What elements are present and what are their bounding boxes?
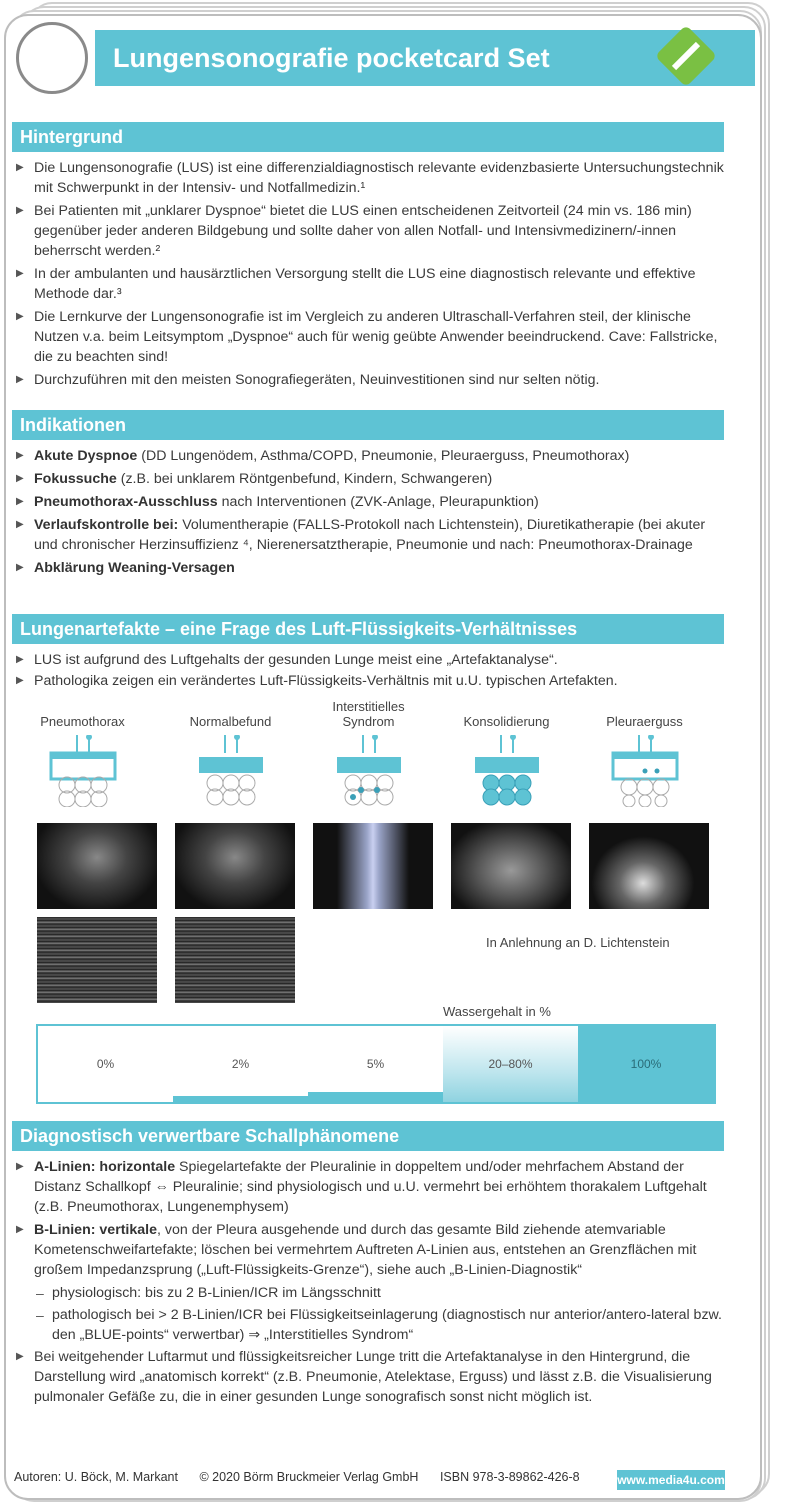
pleura-schema-icon <box>191 735 271 807</box>
ultrasound-image-normalbefund <box>175 823 295 909</box>
list-item <box>12 558 724 578</box>
column-interstitielles-syndrom <box>306 695 431 807</box>
section-schallphaenomene <box>12 1121 724 1410</box>
item-text: , von der Pleura ausgehende und durch das gesamte Bild ziehende atemvariable Kometenschweifartefakte; löschen bei vermehrtem Auftreten A-Linien aus, entstehen an Grenzflächen mit großem Impedanzsprung („Luft-Flüssigkeits-Grenze“), siehe auch „B-Linien-Diagnostik“ <box>34 1222 697 1278</box>
water-level-label: 2% <box>231 1057 250 1071</box>
page-title: Lungensonografie pocketcard Set <box>113 43 550 73</box>
section-title: Hintergrund <box>12 122 724 152</box>
mmode-image-normalbefund <box>175 917 295 1003</box>
item-text: Volumentherapie (FALLS-Protokoll nach Lichtenstein), Diuretikatherapie (bei akuter und chronischer Herzinsuffizienz ⁴, Nierenersatztherapie, Pneumonie und nach: Pneumothorax-Drainage <box>34 517 706 553</box>
item-bold: Fokussuche <box>34 471 117 487</box>
column-pneumothorax <box>20 695 145 807</box>
section-hintergrund <box>12 122 724 393</box>
water-content-label: Wassergehalt in % <box>443 1004 551 1019</box>
list-item <box>12 515 724 555</box>
water-level-label: 100% <box>630 1057 662 1071</box>
item-bold: Verlaufskontrolle bei: <box>34 517 179 533</box>
pleura-schema-icon <box>467 735 547 807</box>
list-item: ▶ In der ambulanten und hausärztlichen Versorgung stellt die LUS eine diagnostisch relevante und effektive Methode dar.³ <box>12 264 724 304</box>
water-level-20-80 <box>443 1026 578 1102</box>
sub-item: – physiologisch: bis zu 2 B-Linien/ICR im Längsschnitt <box>12 1283 724 1303</box>
water-content-scale <box>36 1024 716 1104</box>
item-text: nach Interventionen (ZVK-Anlage, Pleurapunktion) <box>217 494 539 510</box>
list-item: ▶ LUS ist aufgrund des Luftgehalts der gesunden Lunge meist eine „Artefaktanalyse“. <box>12 650 724 670</box>
list-item: ▶ Die Lungensonografie (LUS) ist eine differenzialdiagnostisch relevante evidenzbasierte Untersuchungstechnik mit Schwerpunkt in der Intensiv- und Notfallmedizin.¹ <box>12 158 724 198</box>
ultrasound-image-pleuraerguss <box>589 823 709 909</box>
section-indikationen <box>12 410 724 581</box>
column-label: Konsolidierung <box>463 714 550 729</box>
list-item: ▶ Die Lernkurve der Lungensonografie ist im Vergleich zu anderen Ultraschall-Verfahren steil, der klinische Nutzen v.a. beim Leitsymptom „Dyspnoe“ auch für wenig geübte Anwender beeindruckend. Cave: Fallstricke, die zu beachten sind! <box>12 307 724 367</box>
footer-isbn: ISBN 978-3-89862-426-8 <box>439 1470 580 1484</box>
water-level-0 <box>38 1026 173 1102</box>
pleura-schema-icon <box>329 735 409 807</box>
footer-authors: Autoren: U. Böck, M. Markant <box>14 1470 178 1484</box>
water-level-label: 20–80% <box>488 1057 533 1071</box>
ultrasound-image-konsolidierung <box>451 823 571 909</box>
column-label: Normalbefund <box>189 714 272 729</box>
column-normalbefund <box>168 695 293 807</box>
item-text: (DD Lungenödem, Asthma/COPD, Pneumonie, Pleuraerguss, Pneumothorax) <box>137 448 630 464</box>
footer <box>14 1470 598 1484</box>
item-text: Spiegelartefakte der Pleuralinie in doppeltem und/oder mehrfachem Abstand der Distanz Schallkopf ⇔ Pleuralinie; sind physiologisch und u.U. vermehrt bei erhöhtem thorakalem Luftgehalt (z.B. Pneumothorax, Lungenemphysem) <box>34 1159 707 1215</box>
mmode-image-pneumothorax <box>37 917 157 1003</box>
ultrasound-image-interstitiell <box>313 823 433 909</box>
image-credit: In Anlehnung an D. Lichtenstein <box>486 935 670 950</box>
list-item: ▶ Durchzuführen mit den meisten Sonografiegeräten, Neuinvestitionen sind nur selten nötig. <box>12 370 724 390</box>
water-level-5 <box>308 1026 443 1102</box>
water-level-label: 5% <box>366 1057 385 1071</box>
sub-item: – pathologisch bei > 2 B-Linien/ICR bei Flüssigkeitseinlagerung (diagnostisch nur anterior/antero-lateral bzw. den „BLUE-points“ verwertbar) ⇒ „Interstitielles Syndrom“ <box>12 1305 724 1345</box>
item-text: (z.B. bei unklarem Röntgenbefund, Kindern, Schwangeren) <box>116 471 493 487</box>
section-title: Indikationen <box>12 410 724 440</box>
column-pleuraerguss <box>582 695 707 807</box>
water-level-label: 0% <box>96 1057 115 1071</box>
section-title: Diagnostisch verwertbare Schallphänomene <box>12 1121 724 1151</box>
list-item: ▶ Bei weitgehender Luftarmut und flüssigkeitsreicher Lunge tritt die Artefaktanalyse in den Hintergrund, die Darstellung wird „anatomisch korrekt“ (z.B. Pneumonie, Atelektase, Erguss) und lässt z.B. die Visualisierung pulmonaler Gefäße zu, die in einer gesunden Lunge sonografisch sonst nicht möglich ist. <box>12 1347 724 1407</box>
column-konsolidierung <box>444 695 569 807</box>
section-title: Lungenartefakte – eine Frage des Luft-Flüssigkeits-Verhältnisses <box>12 614 724 644</box>
list-item <box>12 492 724 512</box>
water-level-100 <box>578 1026 714 1102</box>
list-item <box>12 469 724 489</box>
logo-icon <box>650 20 722 92</box>
footer-copyright: © 2020 Börm Bruckmeier Verlag GmbH <box>199 1470 419 1484</box>
list-item <box>12 446 724 466</box>
footer-website-link[interactable]: www.media4u.com <box>617 1470 725 1490</box>
section-artefakte <box>12 614 724 694</box>
water-level-2 <box>173 1026 308 1102</box>
item-bold: A-Linien: horizontale <box>34 1159 176 1175</box>
item-bold: Abklärung Weaning-Versagen <box>34 560 235 576</box>
column-label: Interstitielles Syndrom <box>332 699 405 729</box>
list-item <box>12 1220 724 1280</box>
column-label: Pleuraerguss <box>606 714 683 729</box>
ultrasound-image-pneumothorax <box>37 823 157 909</box>
item-bold: Akute Dyspnoe <box>34 448 138 464</box>
list-item: ▶ Bei Patienten mit „unklarer Dyspnoe“ bietet die LUS einen entscheidenen Zeitvorteil (24 min vs. 186 min) gegenüber jeder anderen Bildgebung und sollte daher von allen Notfall- und Intensivmedizinern/-innen beherrscht werden.² <box>12 201 724 261</box>
list-item: ▶ Pathologika zeigen ein verändertes Luft-Flüssigkeits-Verhältnis mit u.U. typischen Artefakten. <box>12 671 724 691</box>
water-fill <box>308 1092 443 1102</box>
pleura-schema-icon <box>43 735 123 807</box>
item-bold: B-Linien: vertikale <box>34 1222 157 1238</box>
column-label: Pneumothorax <box>40 714 125 729</box>
water-fill <box>173 1096 308 1102</box>
pleura-schema-icon <box>605 735 685 807</box>
list-item <box>12 1157 724 1217</box>
item-bold: Pneumothorax-Ausschluss <box>34 494 218 510</box>
punch-hole <box>16 22 88 94</box>
